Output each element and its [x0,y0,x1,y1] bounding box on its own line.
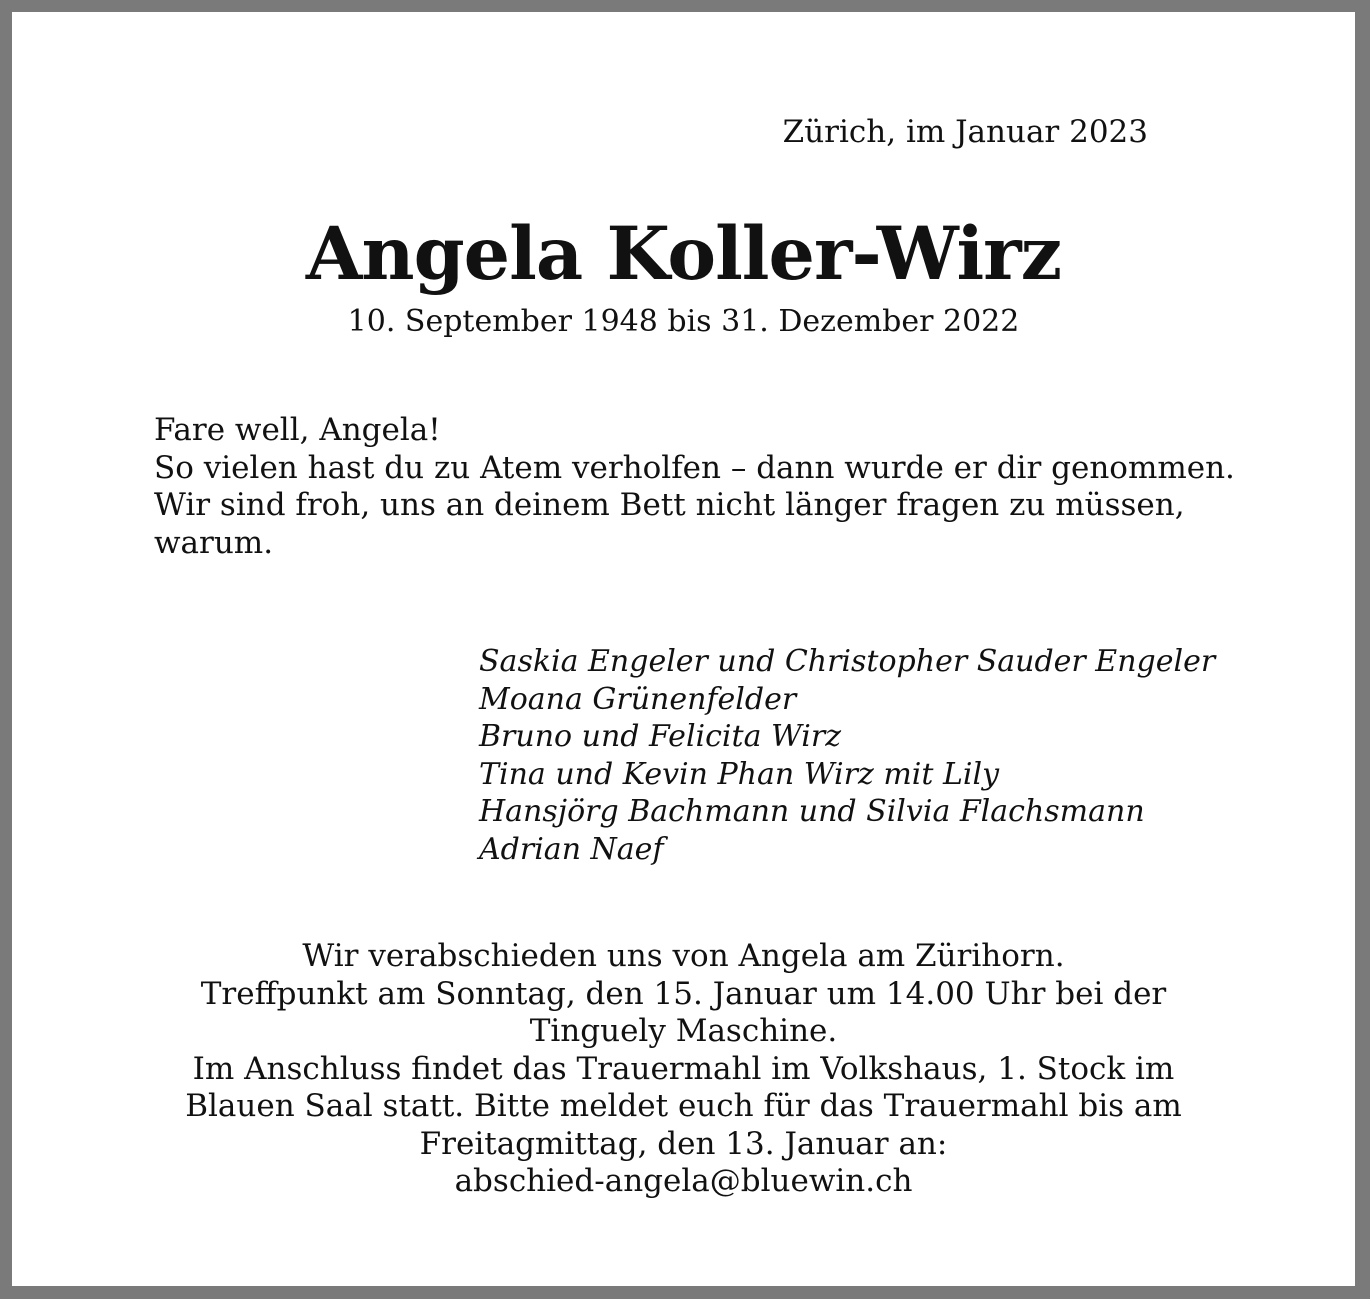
obituary-page [12,12,1355,1286]
ceremony-line: Im Anschluss findet das Trauermahl im Volkshaus, 1. Stock im [192,1050,1175,1087]
ceremony-line: Freitagmittag, den 13. Januar an: [419,1125,948,1162]
ceremony-line: Wir verabschieden uns von Angela am Zürihorn. [302,938,1065,974]
mourners-list [479,643,1279,868]
mourner-name: Moana Grünenfelder [479,681,797,717]
farewell-message [154,412,1235,562]
deceased-name: Angela Koller-Wirz [305,211,1062,297]
message-line: Wir sind froh, uns an deinem Bett nicht länger fragen zu müssen, [154,487,1185,523]
mourner-name: Adrian Naef [479,831,664,867]
mourner-name: Bruno und Felicita Wirz [479,719,842,754]
ceremony-line: Blauen Saal statt. Bitte meldet euch für das Trauermahl bis am [185,1088,1182,1124]
message-line: Fare well, Angela! [154,412,441,448]
message-line: warum. [154,524,274,561]
life-dates: 10. September 1948 bis 31. Dezember 2022 [347,304,1020,339]
ceremony-line: Tinguely Maschine. [529,1013,838,1049]
contact-email: abschied-angela@bluewin.ch [454,1163,913,1199]
message-line: So vielen hast du zu Atem verholfen – dann wurde er dir genommen. [154,449,1235,486]
mourner-name: Saskia Engeler und Christopher Sauder Engeler [479,644,1216,679]
mourner-name: Hansjörg Bachmann und Silvia Flachsmann [479,794,1145,829]
ceremony-line: Treffpunkt am Sonntag, den 15. Januar um 14.00 Uhr bei der [200,975,1167,1012]
mourner-name: Tina und Kevin Phan Wirz mit Lily [479,756,1000,792]
ceremony-details [12,938,1355,1201]
place-date: Zürich, im Januar 2023 [782,114,1148,150]
